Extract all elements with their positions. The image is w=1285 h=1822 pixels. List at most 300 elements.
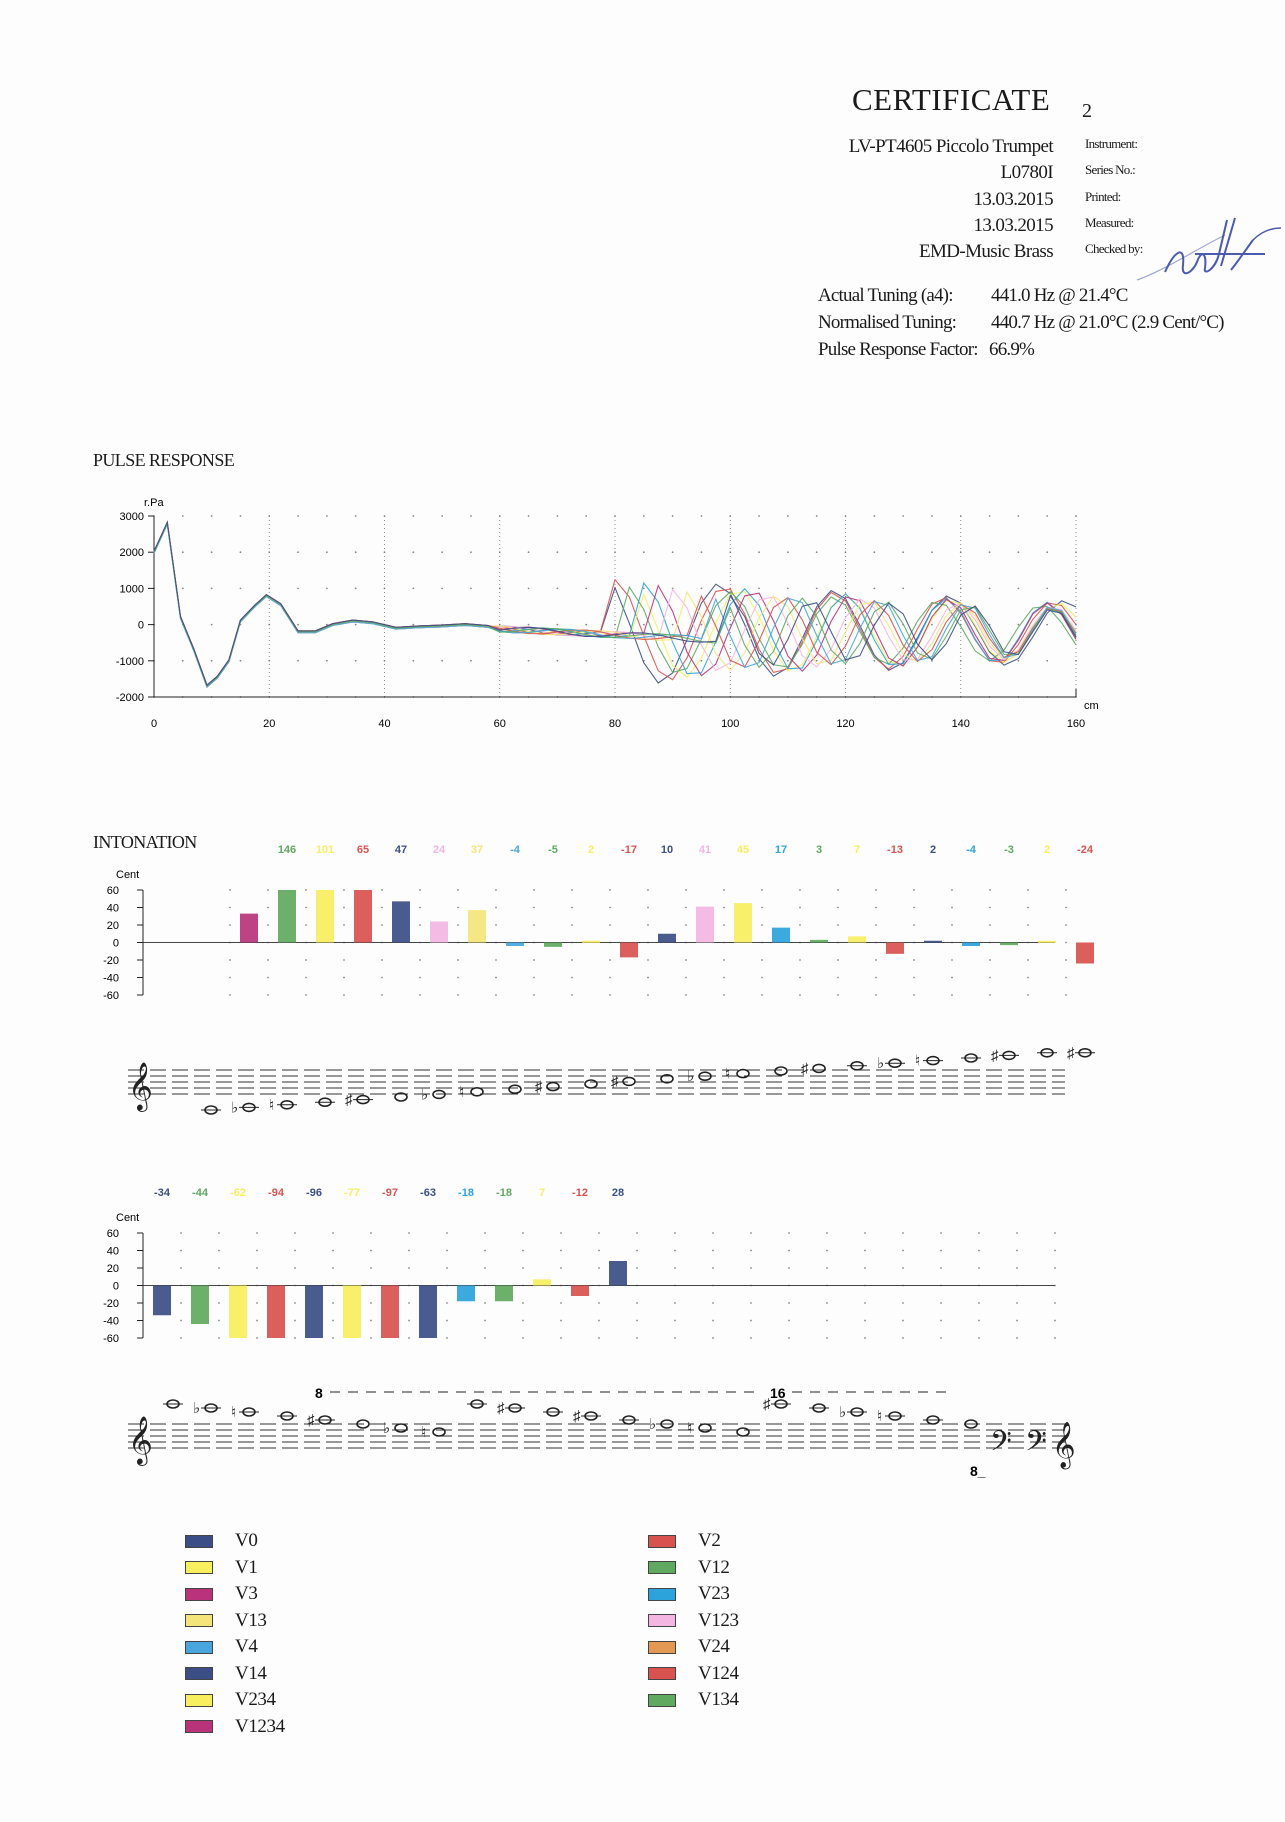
grid-dot [229,907,231,909]
legend-swatch [648,1641,676,1654]
grid-dot [256,1337,258,1339]
grid-dot [647,959,649,961]
grid-dot [723,977,725,979]
legend-label: V123 [698,1609,739,1631]
intonation-bar [495,1286,513,1302]
grid-dot [585,588,587,590]
legend-item-v2 [648,1530,720,1552]
grid-dot [685,907,687,909]
grid-dot [180,1320,182,1322]
grid-dot [419,924,421,926]
deviation-label: 146 [277,844,297,856]
deviation-label: -13 [887,844,903,856]
grid-dot [256,1302,258,1304]
grid-dot [484,1337,486,1339]
deviation-label: -5 [548,844,558,856]
grid-dot [528,551,530,553]
grid-dot [585,515,587,517]
grid-dot [931,551,933,553]
certificate-title: CERTIFICATE [852,82,1051,117]
y-tick-label: 20 [106,920,119,932]
grid-dot [788,1302,790,1304]
deviation-label: 7 [538,1187,546,1199]
grid-dot [305,924,307,926]
legend-label: V134 [698,1689,739,1710]
grid-dot [560,1302,562,1304]
instrument-label: Instrument: [1085,136,1138,151]
grid-dot [723,959,725,961]
grid-dot [571,977,573,979]
grid-dot [267,977,269,979]
grid-dot [609,994,611,996]
grid-dot [470,515,472,517]
grid-dot [672,660,674,662]
grid-dot [1027,977,1029,979]
grid-dot [556,624,558,626]
grid-dot [1065,977,1067,979]
intonation-bar [267,1286,285,1339]
intonation-bar [506,943,524,947]
grid-dot [902,551,904,553]
grid-dot [1017,588,1019,590]
y-tick-label: 0 [112,1280,119,1293]
instrument-value: LV-PT4605 Piccolo Trumpet [848,136,1053,157]
grid-dot [326,588,328,590]
legend-swatch [185,1720,213,1733]
grid-dot [609,907,611,909]
grid-dot [343,924,345,926]
grid-dot [799,994,801,996]
measured-label: Measured: [1085,215,1134,230]
grid-dot [1065,924,1067,926]
grid-dot [672,624,674,626]
series-value: L0780I [1000,162,1053,183]
grid-dot [495,907,497,909]
grid-dot [989,551,991,553]
legend-label: V3 [235,1583,258,1604]
grid-dot [326,551,328,553]
y-tick-label: 2000 [119,547,144,560]
grid-dot [723,924,725,926]
grid-dot [978,1232,980,1234]
legend-item-v124 [648,1663,739,1685]
deviation-label: 65 [356,844,370,856]
grid-dot [609,959,611,961]
intonation-bar [1000,943,1018,946]
grid-dot [951,889,953,891]
grid-dot [1016,1337,1018,1339]
grid-dot [1027,907,1029,909]
grid-dot [875,907,877,909]
intonation-bar [810,940,828,943]
pulse-response-chart [0,490,1285,740]
grid-dot [522,1302,524,1304]
deviation-label: -96 [306,1187,322,1199]
legend-swatch [648,1561,676,1574]
deviation-label: 41 [698,844,712,856]
grid-dot [484,1320,486,1322]
grid-dot [381,924,383,926]
legend-label: V12 [698,1556,730,1578]
pulse-factor-value: 66.9% [989,339,1035,360]
grid-dot [446,1302,448,1304]
grid-dot [799,907,801,909]
legend-swatch [185,1694,213,1707]
x-tick-label: 80 [608,718,622,730]
octave-mark-8: 8 [315,1385,323,1401]
grid-dot [495,977,497,979]
grid-dot [211,588,213,590]
grid-dot [229,924,231,926]
accidental-icon: ♯ [307,1412,315,1429]
note-head [471,1088,483,1096]
grid-dot [408,1302,410,1304]
grid-dot [674,1267,676,1269]
grid-dot [211,624,213,626]
grid-dot [598,1267,600,1269]
grid-dot [598,1302,600,1304]
grid-dot [799,924,801,926]
grid-dot [1017,624,1019,626]
grid-dot [787,515,789,517]
grid-dot [412,660,414,662]
legend-swatch [185,1667,213,1680]
grid-dot [761,977,763,979]
grid-dot [816,624,818,626]
grid-dot [989,959,991,961]
printed-value: 13.03.2015 [973,189,1053,210]
grid-dot [294,1337,296,1339]
bass-clef-icon: 𝄢 [1025,1426,1047,1464]
grid-dot [370,1267,372,1269]
legend-label: V24 [698,1636,730,1657]
grid-dot [182,551,184,553]
intonation-bar [354,890,372,943]
grid-dot [267,994,269,996]
y-axis-label: Cent [116,1212,140,1224]
grid-dot [267,889,269,891]
legend-item-v14 [185,1663,267,1685]
grid-dot [816,588,818,590]
deviation-label: 45 [736,844,750,856]
grid-dot [256,1320,258,1322]
grid-dot [419,977,421,979]
grid-dot [902,515,904,517]
grid-dot [370,1337,372,1339]
grid-dot [495,994,497,996]
grid-dot [685,889,687,891]
deviation-label: 10 [660,844,674,856]
deviation-label: -62 [230,1187,246,1199]
grid-dot [556,660,558,662]
deviation-label: -94 [268,1187,284,1199]
grid-dot [978,1337,980,1339]
grid-dot [674,1302,676,1304]
grid-dot [484,1232,486,1234]
grid-dot [370,1250,372,1252]
grid-dot [408,1337,410,1339]
grid-dot [533,924,535,926]
grid-dot [533,977,535,979]
grid-dot [978,1302,980,1304]
grid-dot [758,551,760,553]
y-tick-label: 40 [106,902,119,915]
grid-dot [470,660,472,662]
x-tick-label: 20 [263,718,276,730]
grid-dot [305,889,307,891]
grid-dot [297,660,299,662]
grid-dot [457,924,459,926]
legend-swatch [185,1614,213,1627]
intonation-bar [620,943,638,958]
grid-dot [182,660,184,662]
grid-dot [381,994,383,996]
grid-dot [470,588,472,590]
grid-dot [864,1302,866,1304]
grid-dot [875,959,877,961]
grid-dot [528,660,530,662]
grid-dot [218,1250,220,1252]
grid-dot [1027,959,1029,961]
grid-dot [240,588,242,590]
grid-dot [408,1320,410,1322]
grid-dot [180,1250,182,1252]
grid-dot [1054,1302,1056,1304]
legend-item-v1234 [185,1716,285,1738]
deviation-label: -12 [572,1187,588,1199]
deviation-label: 2 [929,844,937,856]
grid-dot [343,994,345,996]
grid-dot [240,660,242,662]
grid-dot [674,1250,676,1252]
grid-dot [522,1337,524,1339]
grid-dot [931,624,933,626]
grid-dot [712,1337,714,1339]
octave-mark-16: 16 [770,1385,786,1401]
deviation-label: 2 [1043,844,1051,856]
legend-item-v234 [185,1689,276,1711]
grid-dot [1027,924,1029,926]
accidental-icon: ♮ [421,1424,427,1441]
deviation-label: -97 [382,1187,398,1199]
legend-swatch [648,1667,676,1680]
grid-dot [672,515,674,517]
y-tick-label: -20 [103,1298,119,1310]
grid-dot [332,1250,334,1252]
legend-item-v0 [185,1530,257,1552]
grid-dot [229,889,231,891]
grid-dot [370,1320,372,1322]
grid-dot [940,1302,942,1304]
grid-dot [685,977,687,979]
grid-dot [522,1250,524,1252]
grid-dot [940,1320,942,1322]
deviation-label: -34 [154,1187,170,1199]
grid-dot [326,515,328,517]
y-tick-label: 0 [112,937,119,950]
grid-dot [1046,515,1048,517]
grid-dot [560,1337,562,1339]
deviation-label: -63 [420,1187,436,1199]
y-tick-label: -1000 [115,655,144,668]
grid-dot [229,959,231,961]
grid-dot [571,889,573,891]
accidental-icon: ♮ [725,1065,731,1083]
grid-dot [332,1337,334,1339]
grid-dot [989,907,991,909]
intonation-bar [240,914,258,943]
accidental-icon: ♭ [193,1400,201,1417]
grid-dot [305,994,307,996]
intonation-bar [696,907,714,943]
grid-dot [256,1250,258,1252]
grid-dot [643,624,645,626]
legend-label: V0 [235,1530,258,1551]
grid-dot [799,959,801,961]
grid-dot [685,994,687,996]
grid-dot [951,907,953,909]
deviation-label: -4 [966,844,976,856]
grid-dot [408,1250,410,1252]
grid-dot [446,1320,448,1322]
x-tick-label: 120 [836,718,855,730]
grid-dot [412,515,414,517]
grid-dot [1027,994,1029,996]
grid-dot [989,977,991,979]
deviation-label: 17 [774,844,788,856]
y-tick-label: -60 [103,990,119,1002]
grid-dot [484,1302,486,1304]
accidental-icon: ♯ [345,1091,353,1109]
grid-dot [1017,551,1019,553]
grid-dot [297,551,299,553]
grid-dot [528,588,530,590]
grid-dot [674,1320,676,1322]
intonation-bar [430,922,448,943]
intonation-bar [962,943,980,947]
grid-dot [294,1267,296,1269]
grid-dot [685,959,687,961]
intonation-bar [848,936,866,942]
grid-dot [837,924,839,926]
notation-staff-lower [0,1380,1285,1480]
grid-dot [864,1320,866,1322]
staff-lines [128,1424,1065,1448]
accidental-icon: ♭ [231,1099,239,1117]
deviation-label: -18 [458,1187,474,1199]
page-number: 2 [1082,100,1092,122]
grid-dot [761,907,763,909]
grid-dot [419,994,421,996]
grid-dot [750,1250,752,1252]
grid-dot [701,588,703,590]
grid-dot [218,1232,220,1234]
note-head [813,1064,825,1072]
grid-dot [643,588,645,590]
accidental-icon: ♯ [991,1047,999,1065]
grid-dot [837,959,839,961]
grid-dot [636,1320,638,1322]
grid-dot [931,515,933,517]
y-tick-label: 60 [106,885,119,897]
grid-dot [672,551,674,553]
grid-dot [761,959,763,961]
grid-dot [750,1320,752,1322]
grid-dot [457,907,459,909]
y-axis-label: r.Pa [144,497,164,509]
intonation-chart-lower [0,1178,1285,1353]
grid-dot [1065,889,1067,891]
intonation-bar [582,941,600,943]
grid-dot [989,588,991,590]
y-tick-label: 3000 [119,511,144,523]
intonation-bar [278,890,296,943]
grid-dot [864,1267,866,1269]
grid-dot [294,1320,296,1322]
grid-dot [1054,1337,1056,1339]
grid-dot [211,551,213,553]
grid-dot [598,1250,600,1252]
grid-dot [522,1267,524,1269]
pulse-grid [153,515,1077,698]
grid-dot [643,515,645,517]
grid-dot [381,907,383,909]
grid-dot [712,1267,714,1269]
y-axis-label: Cent [116,869,140,881]
grid-dot [408,1267,410,1269]
grid-dot [826,1232,828,1234]
accidental-icon: ♭ [421,1086,429,1104]
grid-dot [457,977,459,979]
grid-dot [873,551,875,553]
y-tick-label: -60 [103,1333,119,1345]
grid-dot [355,660,357,662]
grid-dot [1065,942,1067,944]
treble-clef-icon: 𝄞 [128,1062,153,1109]
grid-dot [609,889,611,891]
grid-dot [902,1267,904,1269]
grid-dot [297,588,299,590]
legend-swatch [185,1588,213,1601]
grid-dot [180,1232,182,1234]
intonation-bar [924,941,942,943]
accidental-icon: ♮ [269,1096,275,1114]
grid-dot [419,959,421,961]
grid-dot [643,551,645,553]
grid-dot [989,889,991,891]
grid-dot [1016,1267,1018,1269]
intonation-bar [609,1261,627,1286]
legend-item-v1 [185,1557,257,1579]
grid-dot [412,624,414,626]
grid-dot [370,1232,372,1234]
grid-dot [1054,1232,1056,1234]
grid-dot [326,660,328,662]
legend-swatch [185,1561,213,1574]
grid-dot [799,977,801,979]
legend-item-v12 [648,1557,730,1579]
intonation-bar [305,1286,323,1339]
grid-dot [609,977,611,979]
accidental-icon: ♮ [915,1052,921,1070]
grid-dot [902,1232,904,1234]
grid-dot [294,1250,296,1252]
grid-dot [218,1302,220,1304]
intonation-bar [392,901,410,942]
grid-dot [457,959,459,961]
grid-dot [305,959,307,961]
legend-label: V13 [235,1609,267,1631]
